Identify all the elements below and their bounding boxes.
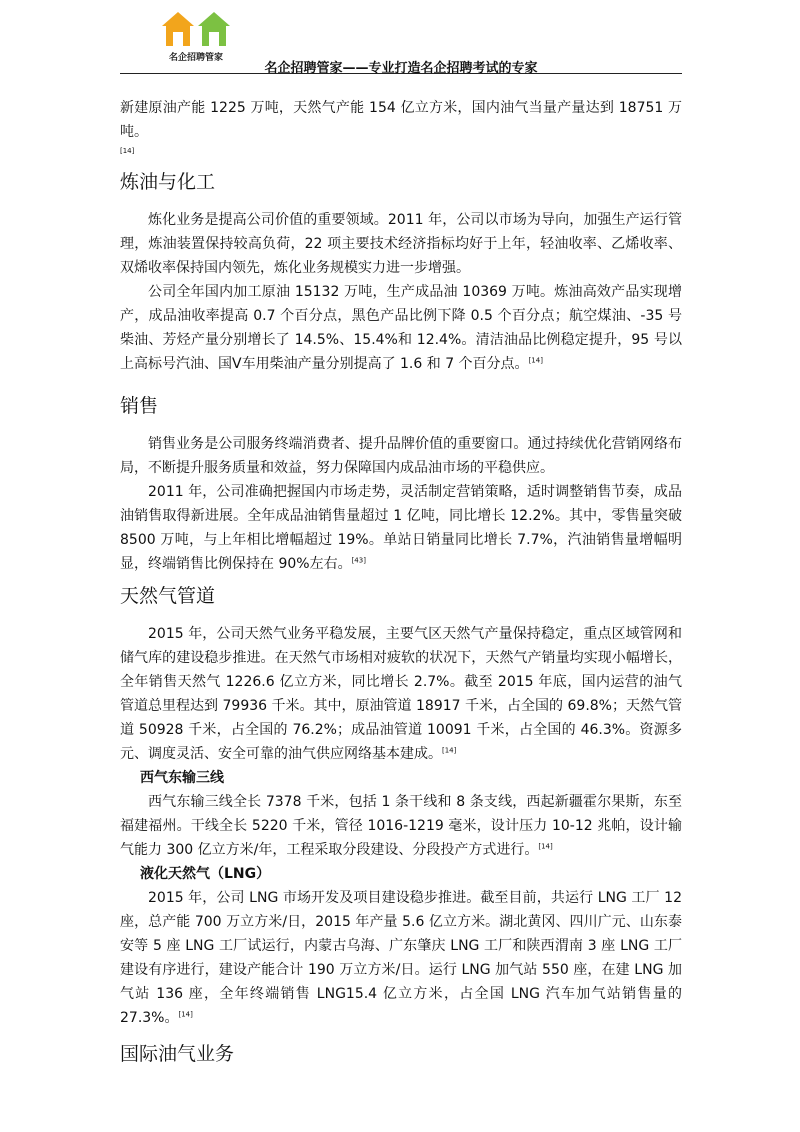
logo-text: 名企招聘管家 [168,53,223,63]
subsection-heading-lng: 液化天然气（LNG） [140,866,271,882]
citation-ref: [14] [538,842,553,851]
logo [160,10,232,64]
paragraph: 2015 年，公司天然气业务平稳发展，主要气区天然气产量保持稳定，重点区域管网和储气库的建设稳步推进。在天然气市场相对疲软的状况下，天然气产销量均实现小幅增长，全年销售天然气 1226.6 亿立方米，同比增长 2.7%。截至 2015 年底，国内运营的油气管道总里程达到 79936 千米。其中，原油管道 18917 千米，占全国的 69.8%；天然气管道 50928 千米，占全国的 76.2%；成品油管道 10091 千米，占全国的 46.3%。资源多元、调度灵活、安全可靠的油气供应网络基本建成。[14] [120,626,682,762]
section-heading-sales: 销售 [120,395,159,417]
section-heading-gas-pipeline: 天然气管道 [120,585,216,607]
header-divider [120,73,682,74]
paragraph: 销售业务是公司服务终端消费者、提升品牌价值的重要窗口。通过持续优化营销网络布局，不断提升服务质量和效益，努力保障国内成品油市场的平稳供应。 [120,436,682,476]
paragraph: 2011 年，公司准确把握国内市场走势，灵活制定营销策略，适时调整销售节奏，成品油销售取得新进展。全年成品油销售量超过 1 亿吨，同比增长 12.2%。其中，零售量突破 8500 万吨，与上年相比增幅超过 19%。单站日销量同比增长 7.7%，汽油销售量增幅明显，终端销售比例保持在 90%左右。[43] [120,484,682,572]
paragraph: 公司全年国内加工原油 15132 万吨，生产成品油 10369 万吨。炼油高效产品实现增产，成品油收率提高 0.7 个百分点，黑色产品比例下降 0.5 个百分点；航空煤油、-35 号柴油、芳烃产量分别增长了 14.5%、15.4%和 12.4%。清洁油品比例稳定提升，95 号以上高标号汽油、国Ⅴ车用柴油产量分别提高了 1.6 和 7 个百分点。[14] [120,284,682,372]
page-header [120,0,682,74]
citation-ref: [14] [120,147,135,155]
header-tagline: 名企招聘管家——专业打造名企招聘考试的专家 [264,61,538,76]
section-heading-international: 国际油气业务 [120,1043,235,1065]
paragraph: 炼化业务是提高公司价值的重要领域。2011 年，公司以市场为导向，加强生产运行管理，炼油装置保持较高负荷，22 项主要技术经济指标均好于上年，轻油收率、乙烯收率、双烯收率保持国内领先，炼化业务规模实力进一步增强。 [120,212,682,276]
house-logo-icon [160,10,232,50]
citation-ref: [14] [442,746,457,755]
citation-ref: [14] [528,356,543,365]
paragraph: 西气东输三线全长 7378 千米，包括 1 条干线和 8 条支线，西起新疆霍尔果斯，东至福建福州。干线全长 5220 千米，管径 1016-1219 毫米，设计压力 10-12 兆帕，设计输气能力 300 亿立方米/年，工程采取分段建设、分段投产方式进行。[14] [120,794,682,858]
intro-paragraph: 新建原油产能 1225 万吨，天然气产能 154 亿立方米，国内油气当量产量达到 18751 万吨。 [120,100,682,140]
subsection-heading-west-east-3: 西气东输三线 [140,770,224,786]
section-heading-refining: 炼油与化工 [120,171,216,193]
document-body [120,96,682,1068]
citation-ref: [14] [178,1010,193,1019]
citation-ref: [43] [351,556,366,565]
paragraph: 2015 年，公司 LNG 市场开发及项目建设稳步推进。截至目前，共运行 LNG 工厂 12 座，总产能 700 万立方米/日，2015 年产量 5.6 亿立方米。湖北黄冈、四川广元、山东泰安等 5 座 LNG 工厂试运行，内蒙古乌海、广东肇庆 LNG 工厂和陕西渭南 3 座 LNG 工厂建设有序进行，建设产能合计 190 万立方米/日。运行 LNG 加气站 550 座，在建 LNG 加气站 136 座，全年终端销售 LNG15.4 亿立方米，占全国 LNG 汽车加气站销售量的 27.3%。[14] [120,890,682,1026]
